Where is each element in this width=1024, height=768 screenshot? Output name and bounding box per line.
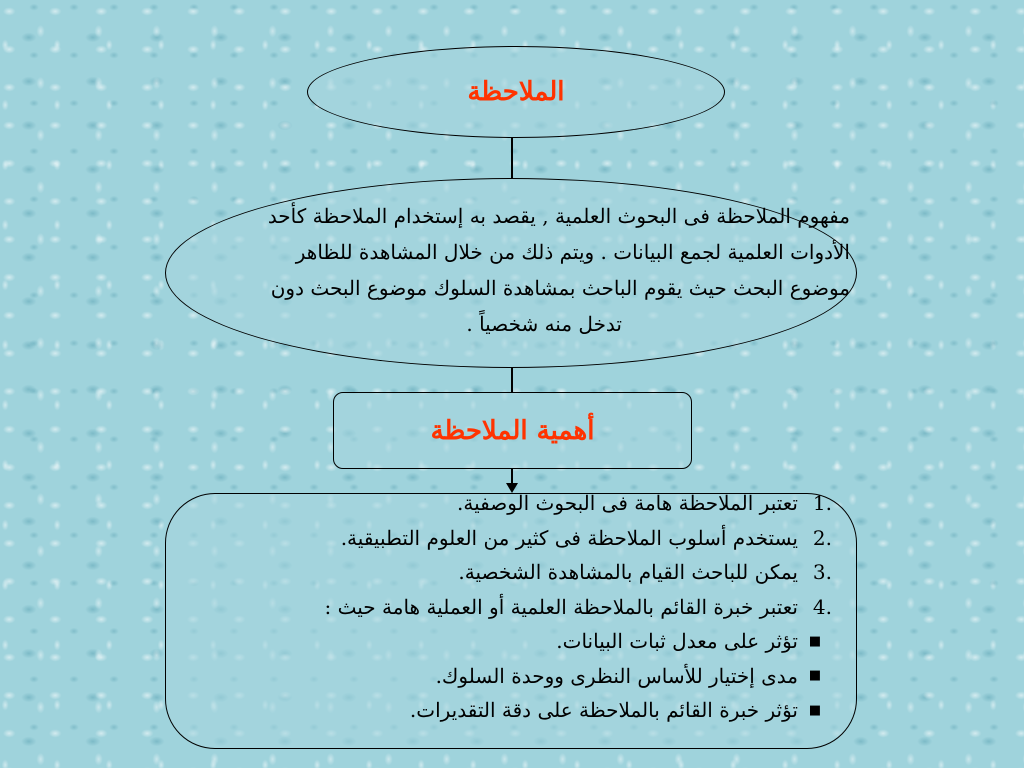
list-number: 2. [812,525,832,550]
title-ellipse [307,46,725,138]
sub-list-item [200,659,832,694]
list-item-text: تعتبر الملاحظة هامة فى البحوث الوصفية. [456,491,798,516]
importance-list [200,486,832,728]
list-number: 1. [812,491,832,516]
sub-list-item [200,624,832,659]
sub-list-item-text: مدى إختيار للأساس النظرى ووحدة السلوك. [435,663,798,688]
square-bullet-icon: ■ [808,702,822,718]
sub-list-item [200,693,832,728]
square-bullet-icon: ■ [808,633,822,649]
list-item [200,590,832,625]
importance-box [333,392,692,469]
list-item-text: يمكن للباحث القيام بالمشاهدة الشخصية. [458,560,798,585]
definition-text [190,198,850,342]
list-item [200,555,832,590]
diagram-title: الملاحظة [467,77,565,107]
connector-definition-to-importance [511,368,513,392]
square-bullet-icon: ■ [808,668,822,684]
list-number: 3. [812,560,832,585]
sub-list-item-text: تؤثر على معدل ثبات البيانات. [556,629,798,654]
definition-line: الأدوات العلمية لجمع البيانات . ويتم ذلك من خلال المشاهدة للظاهر [295,240,850,264]
list-item-text: يستخدم أسلوب الملاحظة فى كثير من العلوم التطبيقية. [340,525,798,550]
definition-line: موضوع البحث حيث يقوم الباحث بمشاهدة السلوك موضوع البحث دون [270,276,850,300]
definition-line: مفهوم الملاحظة فى البحوث العلمية , يقصد به إستخدام الملاحظة كأحد [267,204,850,228]
list-item-text: تعتبر خبرة القائم بالملاحظة العلمية أو العملية هامة حيث : [324,594,798,619]
importance-title: أهمية الملاحظة [430,415,595,446]
list-number: 4. [812,594,832,619]
connector-title-to-definition [511,138,513,178]
list-item [200,521,832,556]
list-item [200,486,832,521]
definition-line: تدخل منه شخصياً . [466,312,622,336]
sub-list-item-text: تؤثر خبرة القائم بالملاحظة على دقة التقديرات. [409,698,798,723]
